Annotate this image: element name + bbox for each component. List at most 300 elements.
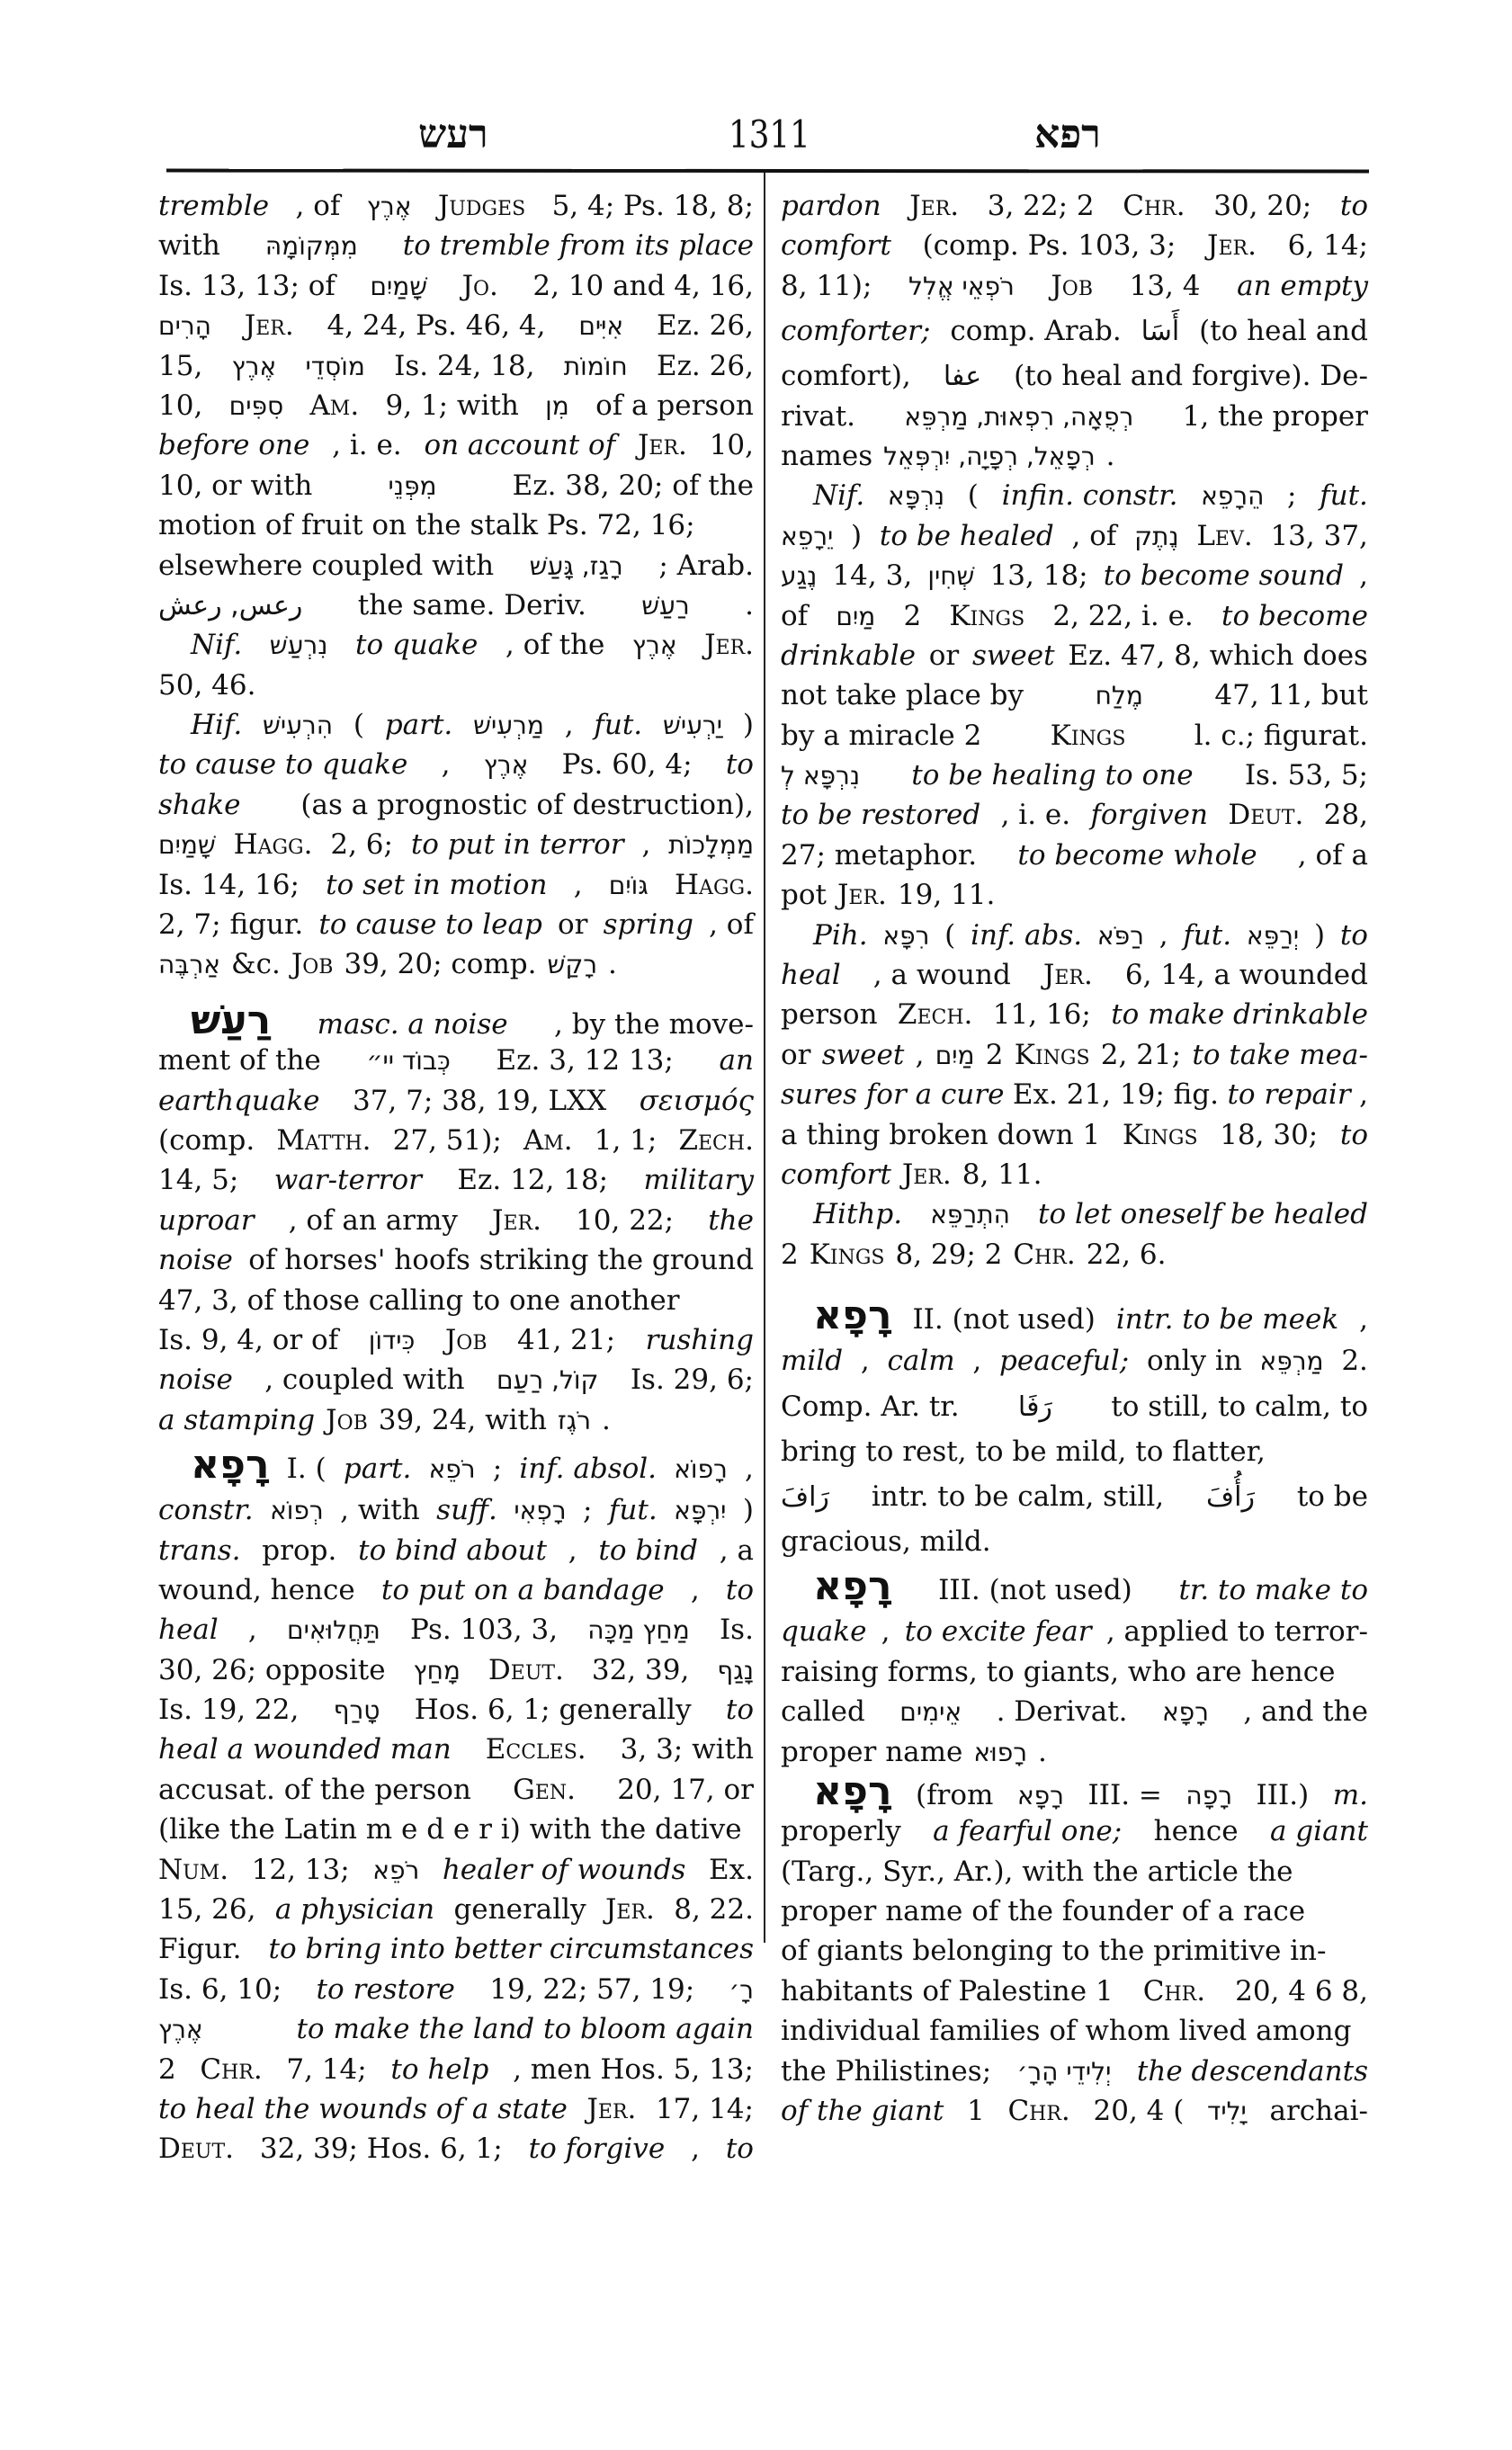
text-roman: habitants of Palestine 1 [781,1974,1114,2007]
text-italic: part. [384,709,453,742]
text-roman: Ez. 26, [656,349,754,382]
column-divider [764,173,765,1943]
text-roman: Is. 13, 13; of [158,269,336,302]
text-line [158,306,754,345]
text-roman: , and the [1243,1695,1368,1729]
hebrew-word: רָפָא [1161,1697,1209,1728]
text-line [781,1522,1368,1561]
text-line [781,356,1368,396]
text-italic: constr. [158,1494,254,1527]
book-reference: Deut. [1228,799,1304,832]
text-line [781,1432,1368,1471]
text-roman: 2 [985,1038,1004,1071]
text-roman: , of [709,908,754,942]
text-roman: not take place by [781,679,1024,712]
book-reference: Eccles. [485,1733,586,1766]
text-roman: 8, 29; 2 [895,1238,1003,1271]
book-reference: Zech. [897,998,973,1032]
text-line [158,1281,754,1320]
text-roman: 9, 1; with [385,389,519,422]
book-reference: Jer. [637,429,687,462]
text-line [781,1155,1368,1194]
text-line [781,436,1368,476]
hebrew-word: אֶרֶץ [631,630,677,661]
text-line [781,1381,1368,1432]
text-line [158,2050,754,2089]
hebrew-word: נֶגַע [781,561,818,592]
text-italic: to put on a bandage [380,1573,665,1606]
text-line [158,1440,754,1490]
text-roman: ( [353,709,364,742]
text-roman: 1, 1; [594,1123,658,1157]
text-line [158,1201,754,1240]
text-roman: accusat. of the person [158,1773,471,1806]
text-line [781,556,1368,595]
text-roman: , [745,1453,754,1486]
text-line [158,825,754,864]
text-line [158,1650,754,1690]
hebrew-word: אִיִּים [578,311,624,342]
text-italic: to repair [1227,1078,1351,1112]
hebrew-word: הָרִים [158,311,211,342]
header-rule [166,169,1369,174]
hebrew-word: רָפָא [1016,1780,1064,1811]
text-line [781,476,1368,515]
text-italic: to [725,1694,754,1727]
text-roman: the same. Deriv. [357,588,586,621]
text-roman: ) [742,1494,754,1527]
book-reference: Jer. [837,879,887,912]
hebrew-word: הִרְעִישׁ [263,711,334,741]
arabic-word: رَأُفَ [1206,1480,1255,1513]
text-italic: to put in terror [410,828,624,862]
hebrew-word: רִפָּא [882,920,930,951]
running-head [166,106,1367,169]
text-line [781,716,1368,756]
headword: רָפָא [813,1767,892,1814]
headword: רָפָא [191,1442,270,1489]
text-roman: , [860,1345,870,1378]
book-reference: Jer. [604,1893,655,1927]
text-line [781,1931,1368,1971]
text-line [158,1929,754,1969]
text-roman: , [1159,918,1168,952]
text-italic: trans. [158,1533,241,1567]
hebrew-word: מִפְּנֵי [388,470,437,501]
text-italic: heal a wounded man [158,1733,452,1766]
arabic-word: رَفَا [1017,1390,1052,1423]
arabic-word: عفا [943,361,982,393]
text-line [158,666,754,705]
text-roman: 6, 14, a wounded [1124,959,1368,992]
text-roman: , [690,1573,700,1606]
text-line [158,1320,754,1360]
text-roman: (like the Latin m e d e r i) with the dative [158,1813,742,1846]
text-line [781,306,1368,356]
text-italic: heal [781,959,841,992]
hebrew-word: רָפוֹא [674,1454,728,1485]
text-line [158,1240,754,1280]
text-roman: motion of fruit on the stalk Ps. 72, 16; [158,509,695,542]
text-roman: generally [453,1893,586,1927]
hebrew-word: מַמְלָכוֹת [668,830,754,861]
text-italic: a stamping [158,1403,316,1436]
text-line [781,636,1368,675]
hebrew-word: רְפָאֵל, רְפָיָה, יִרְפְּאֵל [883,441,1096,471]
text-line [158,1041,754,1080]
hebrew-word: רְפֻאָה, רִפְאוּת, מַרְפֵּא [904,401,1134,432]
text-line [781,266,1368,306]
text-italic: to excite fear [904,1615,1092,1649]
hebrew-word: מַחַץ מַכָּה [587,1615,690,1646]
text-roman: ) [1313,918,1326,952]
text-roman: Ex. [709,1853,754,1886]
text-line [158,1810,754,1849]
text-roman: 15, [158,349,203,382]
text-italic: to become whole [1017,838,1257,872]
text-roman: 19, 11. [897,879,996,912]
book-reference: Lev. [1196,519,1253,552]
book-reference: Jer. [492,1203,541,1237]
arabic-word: رَافَ [781,1480,829,1513]
text-line [158,1770,754,1810]
text-line [781,1891,1368,1931]
text-italic: inf. abs. [971,918,1083,952]
text-italic: to [1339,918,1368,952]
text-roman: 17, 14; [655,2092,754,2125]
hebrew-word: רָקַשׁ [547,950,598,980]
text-italic: to be healed [879,519,1054,552]
hebrew-word: אֵימִים [899,1697,962,1728]
text-italic: spring [603,908,693,942]
headword: רַעַשׁ [191,997,272,1043]
text-roman: , men Hos. 5, 13; [513,2052,754,2086]
text-roman: , applied to terror- [1105,1615,1368,1649]
text-roman: Ez. 3, 12 13; [496,1044,674,1077]
text-italic: heal [158,1614,219,1647]
text-italic: to [725,1573,754,1606]
text-line [781,1652,1368,1692]
text-roman: , by the move- [554,1007,754,1041]
text-roman: 2, 10 and 4, 16, [532,269,754,302]
right-column [781,186,1368,2131]
hebrew-word: גּוֹיִם [608,870,649,900]
greek-word: σεισμός [639,1084,754,1117]
text-italic: to be restored [781,799,981,832]
text-roman: Is. 24, 18, [394,349,535,382]
hebrew-word: רֹגֶז [557,1405,592,1435]
text-roman: , [1359,1303,1368,1337]
hebrew-word: הִתְרַפֵּא [930,1200,1010,1230]
text-italic: to take mea- [1192,1038,1368,1071]
hebrew-word: רֹפְאֵי אֱלִל [908,271,1015,301]
text-roman: . [1105,439,1115,472]
text-line [781,596,1368,636]
text-italic: inf. absol. [519,1453,658,1486]
text-italic: tr. to make to [1178,1574,1368,1607]
text-roman: Ez. 38, 20; of the [512,469,754,502]
book-reference: Chr. [1013,1238,1076,1271]
text-line [781,675,1368,715]
text-italic: part. [343,1453,412,1486]
text-roman: 6, 14; [1287,229,1368,263]
text-line [158,997,754,1043]
text-roman: , of an army [288,1203,458,1237]
text-roman: 50, 46. [158,668,256,702]
text-line [781,1075,1368,1114]
text-roman: (as a prognostic of destruction), [300,788,754,821]
book-reference: Gen. [513,1773,577,1806]
hebrew-word: רְפוֹא [270,1496,324,1526]
book-reference: Jer. [244,309,294,343]
text-roman: 20, 4 6 8, [1235,1974,1368,2007]
text-italic: military [643,1164,754,1197]
text-line [781,1471,1368,1522]
text-roman: Is. 6, 10; [158,1972,282,2006]
hebrew-word: יְלִידֵי הָרָ׳ [1016,2056,1112,2087]
hebrew-word: הֵרָפֵא [1201,481,1265,512]
hebrew-word: יָלִיד [1207,2097,1247,2127]
text-roman: , with [340,1494,420,1527]
text-roman: 5, 4; Ps. 18, 8; [551,190,754,222]
hebrew-word: רָ׳ [729,1974,754,2005]
text-roman: I. ( [286,1453,327,1486]
text-line [158,2009,754,2049]
text-roman: 30, 26; opposite [158,1653,386,1686]
text-roman: , of [1071,519,1117,552]
text-roman: 2. [1341,1345,1368,1378]
text-italic: comfort [781,1158,891,1191]
text-italic: to help [390,2052,489,2086]
text-italic: to restore [316,1972,455,2006]
left-column [158,186,754,2169]
text-italic: a fearful one; [933,1815,1123,1848]
text-roman: , [1359,1078,1368,1112]
text-line [158,1970,754,2009]
text-line [158,705,754,745]
hebrew-word: רַפֹּא [1096,920,1144,951]
text-roman: III.) [1256,1778,1310,1811]
hebrew-word: נִרְפָּא [887,481,945,512]
text-roman: , [568,1533,577,1567]
text-roman: , [564,709,574,742]
text-roman: Ps. 60, 4; [561,748,693,782]
text-roman: of a person [595,389,754,422]
hebrew-word: תַּחֲלוּאִים [286,1615,380,1646]
text-roman: 15, 26, [158,1893,256,1927]
text-italic: healer of wounds [442,1853,686,1886]
hebrew-word: מַרְפֵּא [1259,1346,1324,1377]
hebrew-word: סִפִּים [228,390,284,421]
text-roman: 13, 37, [1270,519,1368,552]
text-roman: pot [781,879,827,912]
text-italic: to make drinkable [1111,998,1368,1032]
text-line [781,1341,1368,1381]
hebrew-word: נָגַף [717,1655,754,1685]
hebrew-word: חוֹמוֹת [563,351,628,381]
text-roman: , [1359,559,1368,593]
text-roman: proper name of the founder of a race [781,1895,1306,1928]
text-roman: 27, 51); [392,1123,502,1157]
text-italic: to let oneself be healed [1038,1198,1368,1231]
text-italic: pardon [781,190,881,222]
text-roman: . [745,588,754,621]
text-italic: forgiven [1090,799,1208,832]
text-italic: earthquake [158,1084,320,1117]
text-roman: III. = [1087,1778,1162,1811]
hebrew-word: אֶרֶץ [158,2015,203,2045]
text-roman: ; [583,1494,593,1527]
text-line [781,1291,1368,1341]
text-roman: Is. 29, 6; [630,1364,754,1397]
text-italic: on account of [424,429,616,462]
text-roman: 2, 7; figur. [158,908,304,942]
text-line [158,1081,754,1121]
text-roman: 41, 21; [517,1323,616,1356]
book-reference: Job [326,1403,368,1436]
text-roman: . Derivat. [996,1695,1128,1729]
text-roman: of [781,599,809,632]
book-reference: Hagg. [233,828,313,862]
text-roman: 27; metaphor. [781,838,978,872]
text-roman: 20, 17, or [617,1773,754,1806]
text-roman: or [558,908,588,942]
text-italic: to be healing to one [911,759,1194,792]
text-line [781,1561,1368,1612]
text-roman: 13, 4 [1129,269,1201,302]
text-roman: intr. to be calm, still, [871,1480,1165,1513]
book-reference: Job [1051,269,1093,302]
hebrew-word: אֶרֶץ [483,750,529,781]
book-reference: Jer. [704,629,754,662]
text-line [158,1160,754,1200]
text-italic: Pih. [813,918,868,952]
text-roman: bring to rest, to be mild, to flatter, [781,1435,1266,1468]
hebrew-word: רָפָה [1185,1780,1233,1811]
text-roman: 18, 30; [1220,1118,1319,1151]
hebrew-word: שְׁחִין [927,561,975,592]
text-italic: comforter; [781,315,931,348]
text-roman: 19, 22; 57, 19; [489,1972,695,2006]
text-italic: mild [781,1345,844,1378]
text-line [158,1360,754,1399]
text-italic: infin. constr. [1001,479,1178,513]
hebrew-word: כִּידוֹן [368,1325,416,1355]
text-line [158,505,754,545]
text-line [781,1811,1368,1851]
text-line [781,2011,1368,2051]
book-reference: Kings [1014,1038,1090,1071]
text-line [158,1400,754,1440]
text-roman: or [928,639,960,672]
text-roman: (comp. [158,1123,255,1157]
text-roman: 37, 7; 38, 19, LXX [352,1084,607,1117]
text-roman: 2, 22, i. e. [1052,599,1194,632]
hebrew-word: נֶתֶק [1134,521,1179,551]
hebrew-word: רַעַשׁ [641,590,690,621]
text-roman: (comp. Ps. 103, 3; [922,229,1176,263]
text-roman: a thing broken down 1 [781,1118,1101,1151]
text-line [781,516,1368,556]
text-line [781,1612,1368,1651]
hebrew-word: יֵרָפֵא [781,521,834,551]
text-roman: 13, 18; [989,559,1088,593]
book-reference: Job [444,1323,488,1356]
text-italic: comfort [781,229,891,263]
hebrew-word: רָפְאִי [514,1496,567,1526]
text-italic: to heal the wounds of a state [158,2092,568,2125]
book-reference: Job [291,948,334,981]
text-line [781,995,1368,1034]
text-line [158,1850,754,1890]
text-roman: ; Arab. [658,549,754,582]
text-roman: elsewhere coupled with [158,549,495,582]
text-roman: (Targ., Syr., Ar.), with the article the [781,1855,1293,1888]
hebrew-word: מַרְעִישׁ [473,711,544,741]
hebrew-word: יְרַפֵּא [1246,920,1300,951]
text-italic: an empty [1237,269,1368,302]
text-line [158,944,754,984]
text-italic: to set in motion [326,868,548,901]
text-roman: 30, 20; [1213,190,1312,222]
text-roman: Hos. 6, 1; generally [414,1694,692,1727]
text-line [158,1610,754,1650]
text-line [158,1570,754,1610]
text-roman: individual families of whom lived among [781,2015,1352,2048]
paragraph-gap [781,1274,1368,1291]
text-roman: (to heal and [1199,315,1368,348]
text-roman: , i. e. [332,429,402,462]
text-italic: fut. [608,1494,658,1527]
arabic-word: أَسَا [1141,316,1180,348]
text-roman: Ez. 12, 18; [457,1164,609,1197]
text-italic: an [719,1044,754,1077]
text-roman: , [641,828,651,862]
text-roman: comfort), [781,360,911,393]
text-roman: 4, 24, Ps. 46, 4, [327,309,546,343]
text-roman: 10, 22; [576,1203,675,1237]
text-roman: the Philistines; [781,2054,992,2088]
text-line [158,1121,754,1160]
text-italic: suff. [436,1494,497,1527]
book-reference: Num. [158,1853,229,1886]
text-roman: archai- [1269,2095,1368,2128]
text-line [781,1767,1368,1814]
hebrew-word: אַרְבֶּה [158,950,221,980]
text-roman: , [441,748,451,782]
text-roman: , [972,1345,982,1378]
text-roman: ) [851,519,863,552]
text-roman: rivat. [781,399,856,433]
text-roman: 14, 5; [158,1164,239,1197]
text-line [781,955,1368,995]
text-line [781,1035,1368,1075]
text-roman: proper name [781,1735,963,1768]
book-reference: Jer. [586,2092,637,2125]
book-reference: Jer. [901,1158,952,1191]
text-roman: 39, 24, with [378,1403,547,1436]
page-number: 1311 [729,112,810,156]
book-reference: Judges [437,190,526,222]
text-roman: 2, 21; [1100,1038,1182,1071]
text-roman: . [1038,1735,1047,1768]
text-roman: Is. 19, 22, [158,1694,300,1727]
text-roman: (from [915,1778,994,1811]
text-line [158,346,754,386]
text-italic: Nif. [191,629,243,662]
text-roman: by a miracle 2 [781,719,982,752]
text-roman: 20, 4 ( [1093,2095,1185,2128]
